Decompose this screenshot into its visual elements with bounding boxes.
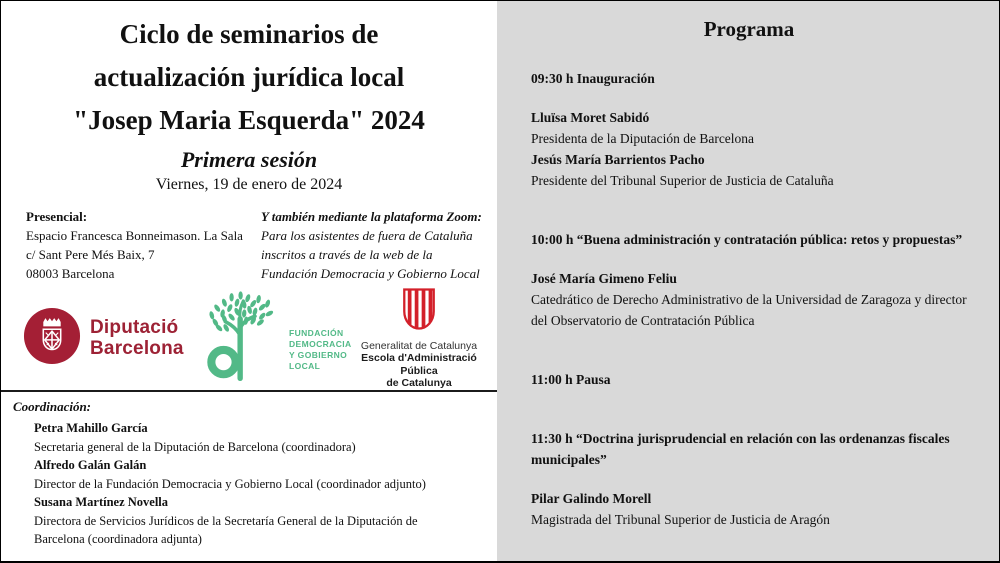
coordination-list [1, 415, 497, 549]
coordination-heading: Coordinación: [13, 399, 92, 414]
zoom-note-line: inscritos a través de la web de la [261, 247, 433, 262]
coordinator-name: Petra Mahillo García [34, 421, 148, 435]
coordinator-role: Secretaria general de la Diputación de Barcelona (coordinadora) [34, 439, 356, 454]
speaker-list [531, 268, 967, 331]
seminar-title [1, 13, 497, 142]
diputacio-wordmark [90, 317, 184, 359]
attendance-info-row [1, 207, 497, 283]
program-item [531, 428, 967, 530]
zoom-info-block [261, 207, 497, 283]
generalitat-eapc-logo [353, 287, 485, 390]
session-date: Viernes, 19 de enero de 2024 [155, 176, 343, 193]
speaker-name: José María Gimeno Feliu [531, 271, 677, 286]
zoom-note-line: Fundación Democracia y Gobierno Local [261, 266, 480, 281]
seminar-title-line: actualización jurídica local [93, 62, 405, 92]
program-item [531, 229, 967, 331]
left-column [1, 1, 497, 561]
generalitat-line-1: Generalitat de Catalunya [360, 339, 478, 352]
fundacion-word-line: Y GOBIERNO LOCAL [289, 349, 348, 371]
venue-address [26, 226, 261, 283]
fundacion-democracia-logo [201, 291, 353, 386]
senyera-shield-icon [400, 287, 438, 336]
generalitat-line-3: de Catalunya [386, 377, 452, 389]
speaker-name: Jesús María Barrientos Pacho [531, 152, 705, 167]
program-list [531, 68, 967, 530]
program-heading: Programa [703, 17, 795, 41]
program-time-title: 10:00 h “Buena administración y contratación pública: retos y propuestas” [531, 232, 963, 247]
program-column [497, 1, 999, 561]
coordinator-role: Director de la Fundación Democracia y Gobierno Local (coordinador adjunto) [34, 476, 426, 491]
speaker-role: Magistrada del Tribunal Superior de Justicia de Aragón [531, 512, 830, 527]
speaker-list [531, 488, 967, 530]
section-divider [1, 390, 497, 392]
zoom-note [261, 226, 487, 283]
speaker-role: Presidenta de la Diputación de Barcelona [531, 131, 755, 146]
speaker-role: Catedrático de Derecho Administrativo de la Universidad de Zaragoza y director del Observatorio de Contratación Pública [531, 292, 967, 328]
speaker-role: Presidente del Tribunal Superior de Justicia de Cataluña [531, 173, 834, 188]
coordinator-role: Directora de Servicios Jurídicos de la Secretaría General de la Diputación de Barcelona (coordinadora adjunta) [34, 513, 418, 546]
diputacio-word-2: Barcelona [90, 338, 184, 359]
venue-line: Espacio Francesca Bonneimason. La Sala [26, 228, 243, 243]
venue-line: 08003 Barcelona [26, 266, 115, 281]
logos-row [1, 293, 497, 389]
zoom-info-label: Y también mediante la plataforma Zoom: [261, 209, 482, 224]
coordinator-name: Alfredo Galán Galán [34, 458, 147, 472]
generalitat-wordmark [353, 340, 485, 390]
speaker-list [531, 107, 967, 191]
program-time-title: 09:30 h Inauguración [531, 71, 655, 86]
program-time-title: 11:00 h Pausa [531, 372, 611, 387]
zoom-note-line: Para los asistentes de fuera de Cataluña [261, 228, 473, 243]
tree-d-icon [201, 291, 291, 386]
diputacio-barcelona-logo [23, 307, 201, 370]
program-time-title: 11:30 h “Doctrina jurisprudencial en relación con las ordenanzas fiscales municipales” [531, 431, 950, 467]
seminar-title-line: "Josep Maria Esquerda" 2024 [73, 105, 425, 135]
coordinator-name: Susana Martínez Novella [34, 495, 169, 509]
presencial-label: Presencial: [26, 209, 88, 224]
venue-line: c/ Sant Pere Més Baix, 7 [26, 247, 155, 262]
fundacion-wordmark [289, 328, 353, 372]
diputacio-word-1: Diputació [90, 317, 179, 338]
program-item [531, 68, 967, 191]
fundacion-word-line: DEMOCRACIA [289, 338, 352, 349]
fundacion-word-line: FUNDACIÓN [289, 327, 344, 338]
session-title: Primera sesión [180, 147, 318, 172]
generalitat-line-2: Escola d'Administració Pública [361, 352, 477, 377]
program-item [531, 369, 967, 390]
presencial-block [26, 207, 261, 283]
diputacio-emblem-icon [23, 307, 81, 370]
seminar-title-line: Ciclo de seminarios de [119, 19, 379, 49]
speaker-name: Lluïsa Moret Sabidó [531, 110, 650, 125]
speaker-name: Pilar Galindo Morell [531, 491, 652, 506]
